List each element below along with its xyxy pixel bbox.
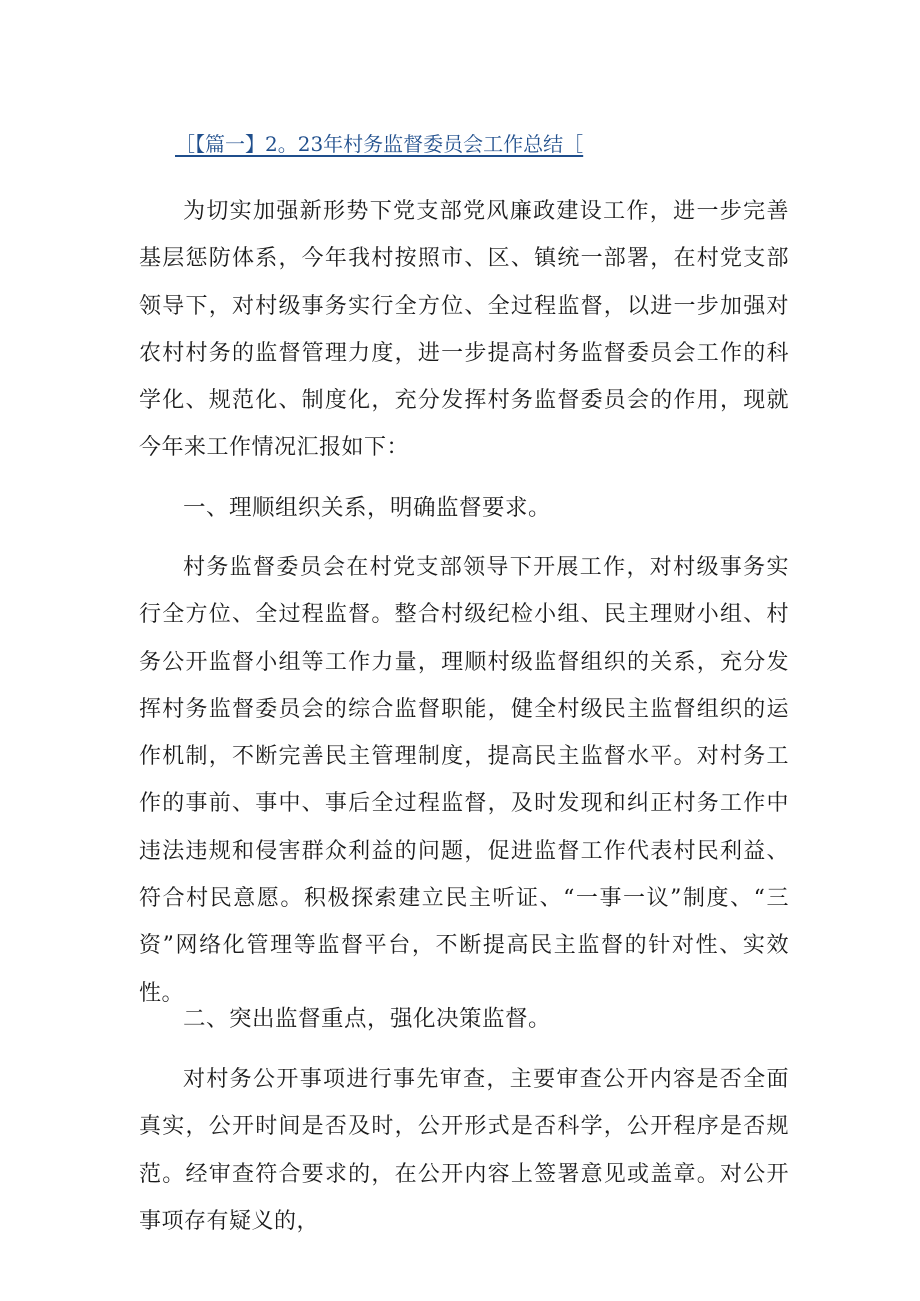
body-paragraph-section-2: 对村务公开事项进行事先审查，主要审查公开内容是否全面真实，公开时间是否及时，公开形式是否科学，公开程序是否规范。经审查符合要求的，在公开内容上签署意见或盖章。对公开事项存有疑义的， — [139, 1067, 789, 1234]
body-paragraph-intro: 为切实加强新形势下党支部党风廉政建设工作，进一步完善基层惩防体系，今年我村按照市、区、镇统一部署，在村党支部领导下，对村级事务实行全方位、全过程监督，以进一步加强对农村村务的监督管理力度，进一步提高村务监督委员会工作的科学化、规范化、制度化，充分发挥村务监督委员会的作用，现就今年来工作情况汇报如下： — [139, 199, 789, 461]
section-heading-1: 一、理顺组织关系，明确监督要求。 — [183, 495, 552, 521]
section-heading-2: 二、突出监督重点，强化决策监督。 — [183, 1006, 552, 1032]
document-title[interactable]: ［【篇一】2。23年村务监督委员会工作总结［ — [175, 132, 584, 156]
body-paragraph-section-1: 村务监督委员会在村党支部领导下开展工作，对村级事务实行全方位、全过程监督。整合村级纪检小组、民主理财小组、村务公开监督小组等工作力量，理顺村级监督组织的关系，充分发挥村务监督委员会的综合监督职能，健全村级民主监督组织的运作机制，不断完善民主管理制度，提高民主监督水平。对村务工作的事前、事中、事后全过程监督，及时发现和纠正村务工作中违法违规和侵害群众利益的问题，促进监督工作代表村民利益、符合村民意愿。积极探索建立民主听证、“一事一议”制度、“三资”网络化管理等监督平台，不断提高民主监督的针对性、实效性。 — [139, 555, 789, 1006]
